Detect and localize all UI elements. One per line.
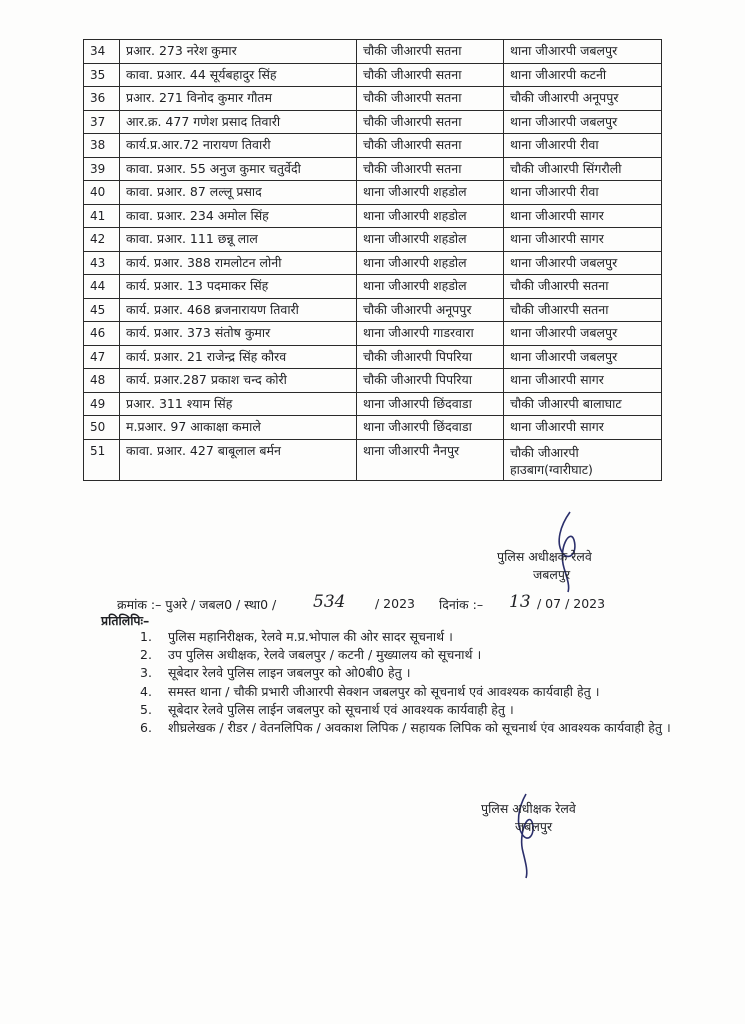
serial-number-cell: 41 xyxy=(84,204,120,228)
copy-to-item xyxy=(140,701,680,719)
table-row xyxy=(84,134,662,158)
new-posting-cell: थाना जीआरपी जबलपुर xyxy=(504,345,662,369)
serial-number-cell: 37 xyxy=(84,110,120,134)
copy-to-list xyxy=(140,628,680,737)
table-row xyxy=(84,275,662,299)
new-posting-cell: थाना जीआरपी रीवा xyxy=(504,134,662,158)
employee-name-cell: कावा. प्रआर. 55 अनुज कुमार चतुर्वेदी xyxy=(120,157,357,181)
serial-number-cell: 38 xyxy=(84,134,120,158)
new-posting-cell: थाना जीआरपी जबलपुर xyxy=(504,322,662,346)
new-posting-cell: चौकी जीआरपी सतना xyxy=(504,275,662,299)
copy-to-item-text: सूबेदार रेलवे पुलिस लाईन जबलपुर को सूचनार्थ एवं आवश्यक कार्यवाही हेतु । xyxy=(168,701,514,717)
serial-number-cell: 34 xyxy=(84,40,120,64)
current-posting-cell: चौकी जीआरपी सतना xyxy=(357,87,504,111)
signature-2-title: पुलिस अधीक्षक रेलवे xyxy=(481,801,576,816)
employee-name-cell: कार्य. प्रआर.287 प्रकाश चन्द कोरी xyxy=(120,369,357,393)
employee-name-cell: कार्य. प्रआर. 13 पदमाकर सिंह xyxy=(120,275,357,299)
serial-number-cell: 48 xyxy=(84,369,120,393)
new-posting-cell: चौकी जीआरपी सतना xyxy=(504,298,662,322)
current-posting-cell: थाना जीआरपी छिंदवाडा xyxy=(357,392,504,416)
employee-name-cell: कावा. प्रआर. 427 बाबूलाल बर्मन xyxy=(120,439,357,480)
reference-number: 534 xyxy=(313,592,346,612)
signature-2-place: जबलपुर xyxy=(515,819,553,834)
table-row xyxy=(84,87,662,111)
copy-to-item-number: 2. xyxy=(140,647,152,663)
signature-block-1 xyxy=(497,548,592,584)
signature-block-2 xyxy=(481,800,576,836)
serial-number-cell: 50 xyxy=(84,416,120,440)
serial-number-cell: 44 xyxy=(84,275,120,299)
current-posting-cell: चौकी जीआरपी सतना xyxy=(357,63,504,87)
employee-name-cell: प्रआर. 271 विनोद कुमार गौतम xyxy=(120,87,357,111)
current-posting-cell: थाना जीआरपी शहडोल xyxy=(357,275,504,299)
table-row xyxy=(84,204,662,228)
current-posting-cell: चौकी जीआरपी पिपरिया xyxy=(357,369,504,393)
copy-to-item-text: पुलिस महानिरीक्षक, रेलवे म.प्र.भोपाल की ओर सादर सूचनार्थ । xyxy=(168,629,453,644)
new-posting-cell: थाना जीआरपी जबलपुर xyxy=(504,110,662,134)
new-posting-cell: चौकी जीआरपी हाउबाग(ग्वारीघाट) xyxy=(504,439,662,480)
employee-name-cell: म.प्रआर. 97 आकाक्षा कमाले xyxy=(120,416,357,440)
current-posting-cell: थाना जीआरपी शहडोल xyxy=(357,251,504,275)
copy-to-item-text: सूबेदार रेलवे पुलिस लाइन जबलपुर को ओ0बी0 हेतु । xyxy=(168,665,411,681)
employee-name-cell: प्रआर. 273 नरेश कुमार xyxy=(120,40,357,64)
employee-name-cell: कावा. प्रआर. 44 सूर्यबहादुर सिंह xyxy=(120,63,357,87)
new-posting-cell: थाना जीआरपी जबलपुर xyxy=(504,40,662,64)
employee-name-cell: कार्य.प्र.आर.72 नारायण तिवारी xyxy=(120,134,357,158)
employee-name-cell: कार्य. प्रआर. 373 संतोष कुमार xyxy=(120,322,357,346)
new-posting-cell: थाना जीआरपी सागर xyxy=(504,204,662,228)
copy-to-item xyxy=(140,664,680,682)
copy-to-item-number: 3. xyxy=(140,665,152,681)
date-day: 13 xyxy=(509,592,531,612)
new-posting-cell: थाना जीआरपी सागर xyxy=(504,416,662,440)
employee-name-cell: आर.क्र. 477 गणेश प्रसाद तिवारी xyxy=(120,110,357,134)
serial-number-cell: 43 xyxy=(84,251,120,275)
date-label: दिनांक :– xyxy=(439,597,484,612)
copy-to-item-number: 1. xyxy=(140,629,152,644)
current-posting-cell: थाना जीआरपी शहडोल xyxy=(357,181,504,205)
transfer-table-body xyxy=(84,40,662,481)
table-row xyxy=(84,228,662,252)
serial-number-cell: 49 xyxy=(84,392,120,416)
current-posting-cell: चौकी जीआरपी सतना xyxy=(357,40,504,64)
table-row xyxy=(84,298,662,322)
serial-number-cell: 51 xyxy=(84,439,120,480)
table-row xyxy=(84,345,662,369)
copy-to-item-text: शीघ्रलेखक / रीडर / वेतनलिपिक / अवकाश लिपिक / सहायक लिपिक को सूचनार्थ एंव आवश्यक कार्यवाही हेतु । xyxy=(168,720,671,736)
copy-to-item xyxy=(140,628,680,646)
employee-name-cell: कार्य. प्रआर. 21 राजेन्द्र सिंह कौरव xyxy=(120,345,357,369)
current-posting-cell: थाना जीआरपी गाडरवारा xyxy=(357,322,504,346)
current-posting-cell: चौकी जीआरपी पिपरिया xyxy=(357,345,504,369)
copy-to-item-number: 4. xyxy=(140,683,152,699)
serial-number-cell: 47 xyxy=(84,345,120,369)
current-posting-cell: थाना जीआरपी नैनपुर xyxy=(357,439,504,480)
new-posting-cell: थाना जीआरपी जबलपुर xyxy=(504,251,662,275)
table-row xyxy=(84,181,662,205)
copy-to-item xyxy=(140,683,680,701)
copy-to-item xyxy=(140,646,680,664)
current-posting-cell: चौकी जीआरपी अनूपपुर xyxy=(357,298,504,322)
signature-1-title: पुलिस अधीक्षक रेलवे xyxy=(497,549,592,564)
current-posting-cell: चौकी जीआरपी सतना xyxy=(357,157,504,181)
copy-to-item-number: 5. xyxy=(140,701,152,717)
signature-1-place: जबलपुर xyxy=(533,567,571,582)
table-row xyxy=(84,157,662,181)
serial-number-cell: 40 xyxy=(84,181,120,205)
copy-to-item xyxy=(140,719,680,737)
table-row xyxy=(84,392,662,416)
copy-to-label: प्रतिलिपिः– xyxy=(101,613,150,628)
table-row xyxy=(84,251,662,275)
serial-number-cell: 36 xyxy=(84,87,120,111)
table-row xyxy=(84,63,662,87)
copy-to-item-text: उप पुलिस अधीक्षक, रेलवे जबलपुर / कटनी / मुख्यालय को सूचनार्थ । xyxy=(168,647,482,663)
employee-name-cell: कावा. प्रआर. 234 अमोल सिंह xyxy=(120,204,357,228)
table-row xyxy=(84,416,662,440)
current-posting-cell: थाना जीआरपी शहडोल xyxy=(357,228,504,252)
date-rest: / 07 / 2023 xyxy=(537,596,606,611)
new-posting-cell: थाना जीआरपी सागर xyxy=(504,228,662,252)
current-posting-cell: थाना जीआरपी शहडोल xyxy=(357,204,504,228)
reference-prefix: क्रमांक :– पुअरे / जबल0 / स्था0 / xyxy=(117,597,277,612)
employee-name-cell: कावा. प्रआर. 111 छन्नू लाल xyxy=(120,228,357,252)
reference-year: / 2023 xyxy=(375,596,415,611)
serial-number-cell: 35 xyxy=(84,63,120,87)
employee-name-cell: प्रआर. 311 श्याम सिंह xyxy=(120,392,357,416)
new-posting-cell: थाना जीआरपी कटनी xyxy=(504,63,662,87)
current-posting-cell: चौकी जीआरपी सतना xyxy=(357,134,504,158)
reference-line xyxy=(117,592,657,614)
new-posting-cell: चौकी जीआरपी बालाघाट xyxy=(504,392,662,416)
new-posting-cell: थाना जीआरपी सागर xyxy=(504,369,662,393)
new-posting-cell: थाना जीआरपी रीवा xyxy=(504,181,662,205)
employee-name-cell: कार्य. प्रआर. 468 ब्रजनारायण तिवारी xyxy=(120,298,357,322)
current-posting-cell: चौकी जीआरपी सतना xyxy=(357,110,504,134)
serial-number-cell: 45 xyxy=(84,298,120,322)
copy-to-item-number: 6. xyxy=(140,720,152,736)
employee-name-cell: कार्य. प्रआर. 388 रामलोटन लोनी xyxy=(120,251,357,275)
table-row xyxy=(84,110,662,134)
copy-to-item-text: समस्त थाना / चौकी प्रभारी जीआरपी सेक्शन जबलपुर को सूचनार्थ एवं आवश्यक कार्यवाही हेतु । xyxy=(168,683,600,699)
transfer-table xyxy=(83,39,662,481)
current-posting-cell: थाना जीआरपी छिंदवाडा xyxy=(357,416,504,440)
serial-number-cell: 46 xyxy=(84,322,120,346)
table-row xyxy=(84,322,662,346)
table-row xyxy=(84,369,662,393)
table-row xyxy=(84,40,662,64)
serial-number-cell: 42 xyxy=(84,228,120,252)
table-row xyxy=(84,439,662,480)
employee-name-cell: कावा. प्रआर. 87 लल्लू प्रसाद xyxy=(120,181,357,205)
serial-number-cell: 39 xyxy=(84,157,120,181)
new-posting-cell: चौकी जीआरपी अनूपपुर xyxy=(504,87,662,111)
new-posting-cell: चौकी जीआरपी सिंगरौली xyxy=(504,157,662,181)
